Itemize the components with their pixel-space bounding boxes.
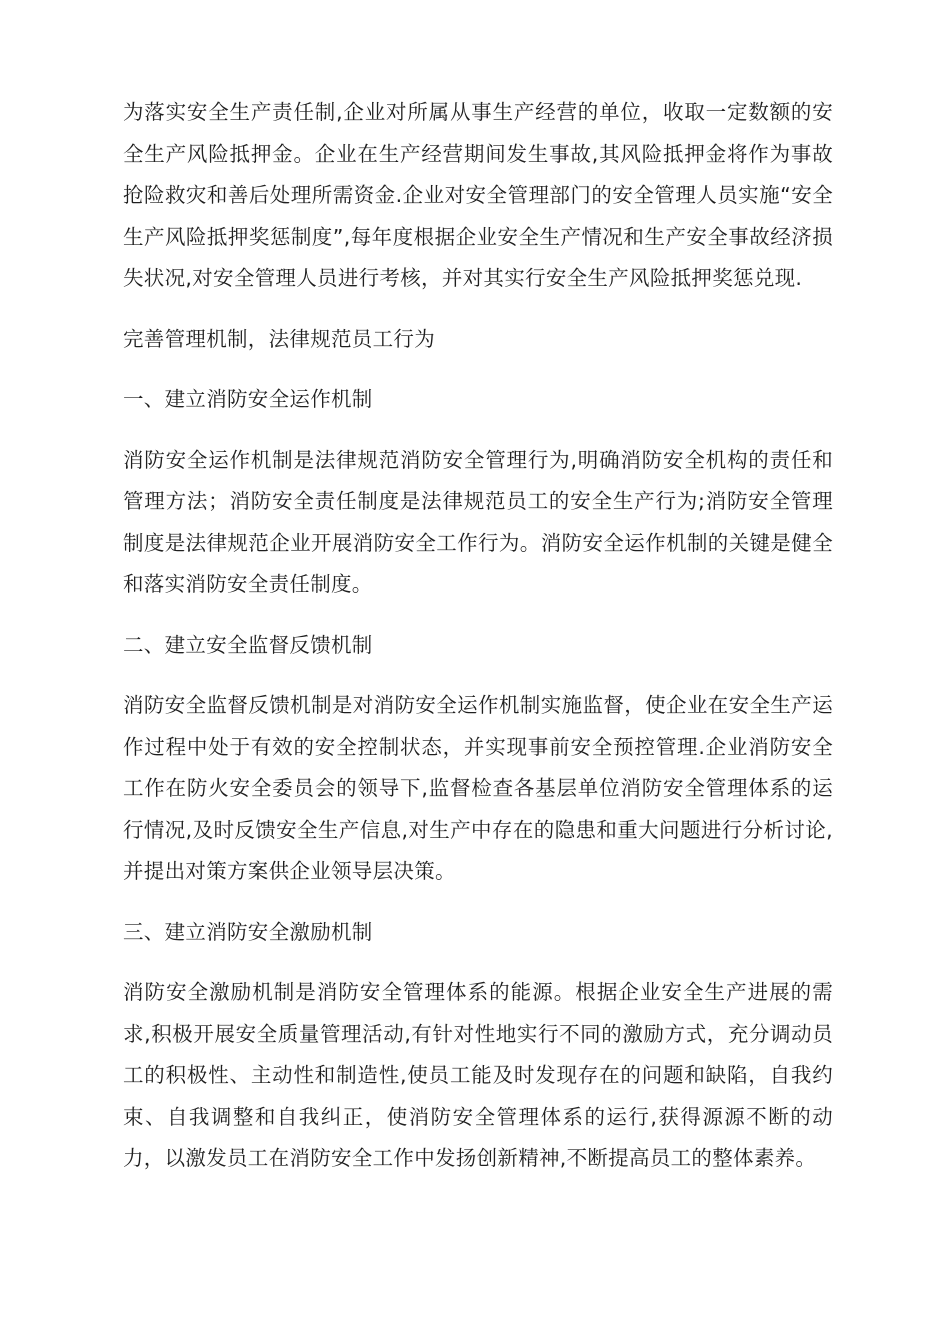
paragraph-incentive-mechanism: 消防安全激励机制是消防安全管理体系的能源。根据企业安全生产进展的需求,积极开展安全质量管理活动,有针对性地实行不同的激励方式，充分调动员工的积极性、主动性和制造性,使员工能及时发现存在的问题和缺陷，自我约束、自我调整和自我纠正，使消防安全管理体系的运行,获得源源不断的动力，以激发员工在消防安全工作中发扬创新精神,不断提高员工的整体素养。	[123, 980, 833, 1170]
section-heading-operation-mechanism: 一、建立消防安全运作机制	[123, 387, 373, 411]
paragraph-operation-mechanism: 消防安全运作机制是法律规范消防安全管理行为,明确消防安全机构的责任和管理方法；消防安全责任制度是法律规范员工的安全生产行为;消防安全管理制度是法律规范企业开展消防安全工作行为。消防安全运作机制的关键是健全和落实消防安全责任制度。	[123, 447, 833, 596]
section-title-management-mechanism: 完善管理机制，法律规范员工行为	[123, 326, 435, 351]
document-body	[123, 92, 833, 1199]
paragraph-supervision-mechanism: 消防安全监督反馈机制是对消防安全运作机制实施监督，使企业在安全生产运作过程中处于有效的安全控制状态，并实现事前安全预控管理.企业消防安全工作在防火安全委员会的领导下,监督检查各基层单位消防安全管理体系的运行情况,及时反馈安全生产信息,对生产中存在的隐患和重大问题进行分析讨论,并提出对策方案供企业领导层决策。	[123, 693, 833, 883]
paragraph-risk-deposit: 为落实安全生产责任制,企业对所属从事生产经营的单位，收取一定数额的安全生产风险抵押金。企业在生产经营期间发生事故,其风险抵押金将作为事故抢险救灾和善后处理所需资金.企业对安全管理部门的安全管理人员实施“安全生产风险抵押奖惩制度”,每年度根据企业安全生产情况和生产安全事故经济损失状况,对安全管理人员进行考核，并对其实行安全生产风险抵押奖惩兑现.	[123, 100, 833, 290]
section-heading-supervision-mechanism: 二、建立安全监督反馈机制	[123, 632, 373, 657]
section-heading-incentive-mechanism: 三、建立消防安全激励机制	[123, 919, 373, 944]
